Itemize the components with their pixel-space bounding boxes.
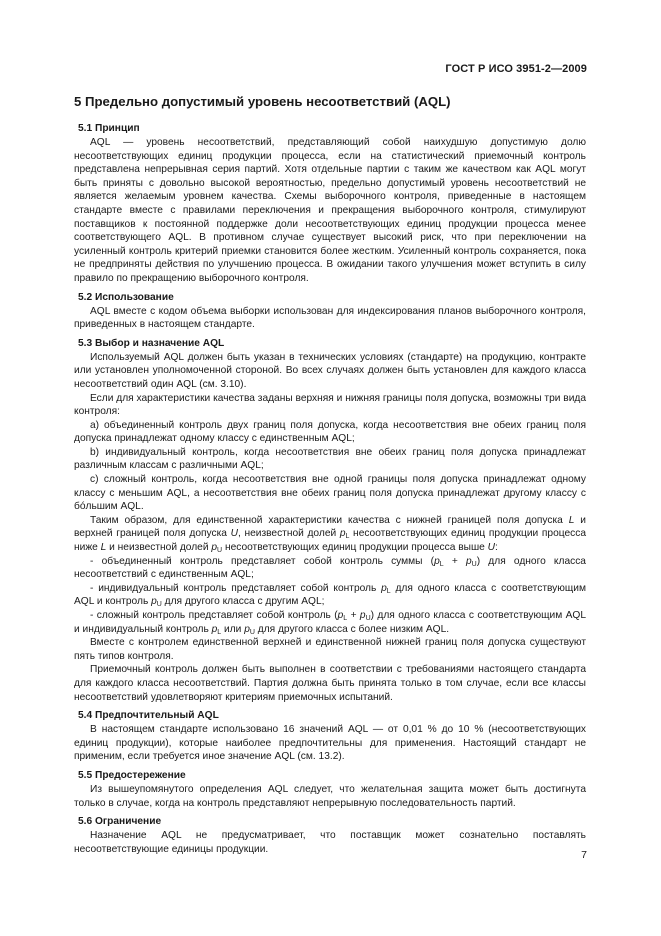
list-item: b) индивидуальный контроль, когда несоответствия вне обеих границ поля допуска принадлежат различным классам с различными AQL; <box>74 446 586 472</box>
text-run: и верхней границей поля допуска <box>74 514 586 540</box>
paragraph: Приемочный контроль должен быть выполнен в соответствии с требованиями настоящего стандарта для каждого класса несоответствий. Партия должна быть принята только в том случае, если все классы несоответствий удовлетворяют критериям приемочных испытаний. <box>74 664 586 703</box>
text-run: Таким образом, для единственной характеристики качества с нижней границей поля допуска <box>90 514 569 526</box>
symbol: p <box>337 610 344 621</box>
paragraph: Из вышеупомянутого определения AQL следует, что желательная защита может быть достигнута только в случае, когда на контроль представляют непрерывную последовательность партий. <box>74 783 586 809</box>
text-run: + <box>347 610 360 621</box>
paragraph: Используемый AQL должен быть указан в технических условиях (стандарте) на продукцию, контракте или установлен уполномоченной стороной. Во всех случаях должен быть установлен для каждого класса несоответствий один AQL (см. 3.10). <box>74 351 586 390</box>
text-run: и неизвестной долей <box>106 542 212 554</box>
paragraph: Вместе с контролем единственной верхней и единственной нижней границ поля допуска существуют пять типов контроля. <box>74 637 586 662</box>
paragraph: Назначение AQL не предусматривает, что поставщик может сознательно поставлять несоответствующие единицы продукции. <box>74 830 586 855</box>
subsection-title: 5.1 Принцип <box>78 123 140 134</box>
symbol: L <box>568 514 575 526</box>
symbol: p <box>359 610 366 621</box>
symbol: p <box>151 596 157 608</box>
list-item <box>74 555 586 582</box>
symbol: p <box>244 623 250 635</box>
text-run: для другого класса с более низким AQL. <box>254 623 450 635</box>
subsection-title: 5.5 Предостережение <box>78 769 186 781</box>
text-run: для другого класса с другим AQL; <box>161 596 325 608</box>
text-run: ) для одного класса несоответствий с единственным AQL; <box>74 555 586 581</box>
section-title: 5 Предельно допустимый уровень несоответствий (AQL) <box>74 94 451 109</box>
subsection-5-4 <box>74 709 586 764</box>
symbol: p <box>381 582 387 594</box>
paragraph: AQL — уровень несоответствий, представляющий собой наихудшую допустимую долю несоответствующих единиц продукции процесса, если на статистический приемочный контроль представлена непрерывная серия партий. Хотя отдельные партии с таким же качеством как AQL могут быть приняты с довольно высокой вероятностью, предельно допустимый уровень несоответствий не является желаемым уровнем качества. Схемы выборочного контроля, приведенные в настоящем стандарте вместе с правилами переключения и прекращения выборочного контроля, стимулируют поставщиков к постоянной поддержке доли несоответствующих единиц продукции процесса менее соответствующего AQL. В противном случае существует высокий риск, что при переключении на усиленный контроль критерий приемки становится более жестким. Усиленный контроль сохраняется, пока не предприняты действия по улучшению процесса. В ожидании такого улучшения может вступить в силу правило по прекращению выборочного контроля. <box>74 137 586 284</box>
document-body <box>74 94 586 856</box>
symbol: U <box>230 528 238 540</box>
subsection-title: 5.3 Выбор и назначение AQL <box>78 337 225 349</box>
subscript: L <box>343 615 348 622</box>
text-run: + <box>443 555 466 567</box>
list-item <box>74 609 586 636</box>
text-run: , неизвестной долей <box>237 528 340 540</box>
text-run: или <box>221 623 245 635</box>
list-item <box>74 582 586 609</box>
symbol: p <box>211 623 218 635</box>
symbol: p <box>211 542 218 554</box>
subscript: U <box>217 547 223 555</box>
list-item: а) объединенный контроль двух границ поля допуска, когда несоответствия вне обеих границ поля допуска принадлежат одному классу с единственным AQL; <box>74 419 586 445</box>
subscript: U <box>156 601 162 609</box>
subscript: L <box>386 587 391 595</box>
text-run: - объединенный контроль представляет собой контроль суммы ( <box>90 555 435 567</box>
subsection-5-6 <box>74 815 586 856</box>
text-run: несоответствующих единиц продукции процесса ниже <box>74 528 586 554</box>
subsection-title: 5.2 Использование <box>78 291 174 303</box>
symbol: U <box>487 542 495 554</box>
subsection-5-1 <box>74 122 586 286</box>
symbol: p <box>339 528 346 540</box>
subsection-5-3 <box>74 337 586 704</box>
text-run: для одного класса с соответствующим AQL и контроль <box>74 582 586 608</box>
page-number: 7 <box>581 849 587 861</box>
subscript: L <box>345 533 350 541</box>
paragraph <box>74 514 586 555</box>
subscript: U <box>471 560 477 568</box>
subscript: L <box>439 560 444 568</box>
document-header: ГОСТ Р ИСО 3951-2—2009 <box>445 63 587 75</box>
paragraph: Если для характеристики качества заданы верхняя и нижняя границы поля допуска, возможны три вида контроля: <box>74 392 586 418</box>
symbol: L <box>100 542 107 554</box>
subsection-5-2 <box>74 291 586 332</box>
subscript: U <box>249 628 255 636</box>
subscript: L <box>217 628 222 636</box>
symbol: p <box>434 555 440 567</box>
list-item: с) сложный контроль, когда несоответствия вне одной границы поля допуска принадлежат одному классу с меньшим AQL, а несоответствия вне обеих границ поля допуска принадлежат другому классу с бóльшим AQL. <box>74 474 586 513</box>
text-run: несоответствующих единиц продукции процесса выше <box>222 542 488 554</box>
text-run: - сложный контроль представляет собой контроль ( <box>90 610 338 621</box>
subscript: U <box>365 615 371 622</box>
symbol: p <box>465 555 472 567</box>
subsection-title: 5.4 Предпочтительный AQL <box>78 710 219 722</box>
paragraph: AQL вместе с кодом объема выборки использован для индексирования планов выборочного контроля, приведенных в настоящем стандарте. <box>74 305 586 331</box>
paragraph: В настоящем стандарте использовано 16 значений AQL — от 0,01 % до 10 % (несоответствующих единиц продукции), которые наиболее предпочтительны для применения. Настоящий стандарт не применим, если требуется иное значение AQL (см. 13.2). <box>74 724 586 763</box>
text-run: - индивидуальный контроль представляет собой контроль <box>90 582 382 594</box>
text-run: : <box>494 542 498 554</box>
text-run: ) для одного класса с соответствующим AQL и индивидуальный контроль <box>74 610 587 635</box>
subsection-title: 5.6 Ограничение <box>78 816 162 828</box>
subsection-5-5 <box>74 769 586 810</box>
